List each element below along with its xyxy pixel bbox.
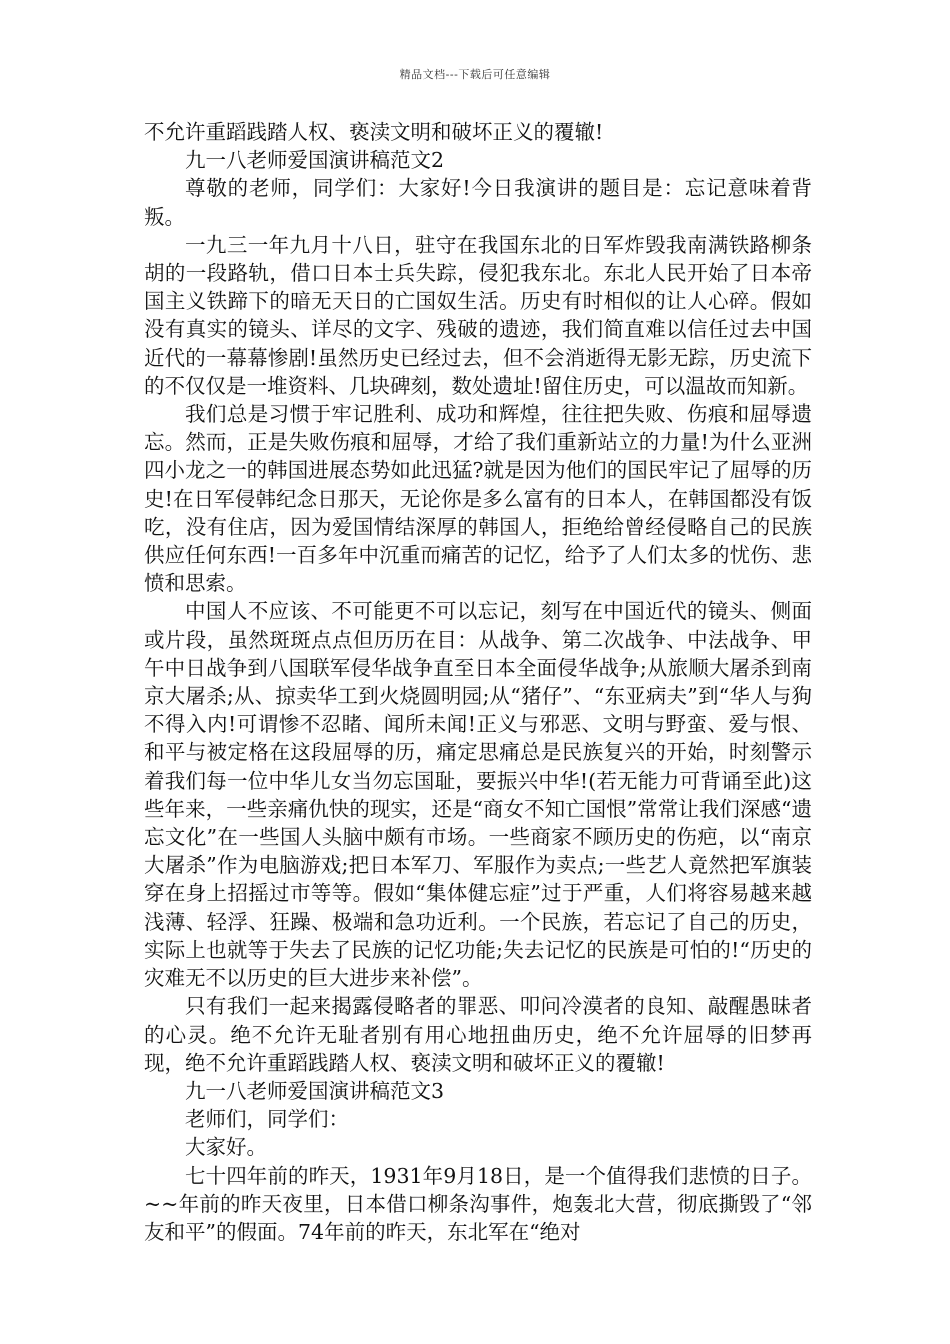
speech-title-3: 九一八老师爱国演讲稿范文3: [185, 1078, 445, 1103]
paragraph-humiliation: 我们总是习惯于牢记胜利、成功和辉煌，往往把失败、伤痕和屈辱遗忘。然而，正是失败伤痕和屈辱，才给了我们重新站立的力量!为什么亚洲四小龙之一的韩国进展态势如此迅猛?就是因为他们的国民牢记了屈辱的历史!在日军侵韩纪念日那天，无论你是多么富有的日本人，在韩国都没有饭吃，没有住店，因为爱国情结深厚的韩国人，拒绝给曾经侵略自己的民族供应任何东西!一百多年中沉重而痛苦的记忆，给予了人们太多的忧伤、悲愤和思索。: [144, 402, 812, 596]
paragraph-anniversary: 七十四年前的昨天，1931年9月18日，是一个值得我们悲愤的日子。~~年前的昨天夜里，日本借口柳条沟事件，炮轰北大营，彻底撕毁了“邻友和平”的假面。74年前的昨天，东北军在“绝对: [144, 1163, 812, 1244]
paragraph-remember: 中国人不应该、不可能更不可以忘记，刻写在中国近代的镜头、侧面或片段，虽然斑斑点点但历历在目：从战争、第二次战争、中法战争、甲午中日战争到八国联军侵华战争直至日本全面侵华战争;从旅顺大屠杀到南京大屠杀;从、掠卖华工到火烧圆明园;从“猪仔”、“东亚病夫”到“华人与狗不得入内!可谓惨不忍睹、闻所未闻!正义与邪恶、文明与野蛮、爱与恨、和平与被定格在这段屈辱的历，痛定思痛总是民族复兴的开始，时刻警示着我们每一位中华儿女当勿忘国耻，要振兴中华!(若无能力可背诵至此)这些年来，一些亲痛仇快的现实，还是“商女不知亡国恨”常常让我们深感“遗忘文化”在一些国人头脑中颇有市场。一些商家不顾历史的伤疤，以“南京大屠杀”作为电脑游戏;把日本军刀、军服作为卖点;一些艺人竟然把军旗装穿在身上招摇过市等等。假如“集体健忘症”过于严重，人们将容易越来越浅薄、轻浮、狂躁、极端和急功近利。一个民族，若忘记了自己的历史，实际上也就等于失去了民族的记忆功能;失去记忆的民族是可怕的!“历史的灾难无不以历史的巨大进步来补偿”。: [144, 599, 812, 991]
paragraph-greeting: 尊敬的老师，同学们：大家好!今日我演讲的题目是：忘记意味着背叛。: [144, 176, 812, 229]
greeting-line: 大家好。: [185, 1135, 267, 1160]
salutation: 老师们，同学们：: [185, 1107, 349, 1132]
document-body: [144, 118, 812, 1246]
speech-title-2: 九一八老师爱国演讲稿范文2: [185, 148, 445, 173]
paragraph-expose: 只有我们一起来揭露侵略者的罪恶、叩问冷漠者的良知、敲醒愚昧者的心灵。绝不允许无耻者别有用心地扭曲历史，绝不允许屈辱的旧梦再现，绝不允许重蹈践踏人权、亵渎文明和破坏正义的覆辙!: [144, 994, 812, 1075]
page-header: 精品文档---下载后可任意编辑: [399, 68, 551, 81]
paragraph-history: 一九三一年九月十八日，驻守在我国东北的日军炸毁我南满铁路柳条胡的一段路轨，借口日本士兵失踪，侵犯我东北。东北人民开始了日本帝国主义铁蹄下的暗无天日的亡国奴生活。历史有时相似的让人心碎。假如没有真实的镜头、详尽的文字、残破的遗迹，我们简直难以信任过去中国近代的一幕幕惨剧!虽然历史已经过去，但不会消逝得无影无踪，历史流下的不仅仅是一堆资料、几块碑刻，数处遗址!留住历史，可以温故而知新。: [144, 232, 812, 398]
paragraph-closing-line: 不允许重蹈践踏人权、亵渎文明和破坏正义的覆辙!: [144, 120, 604, 144]
